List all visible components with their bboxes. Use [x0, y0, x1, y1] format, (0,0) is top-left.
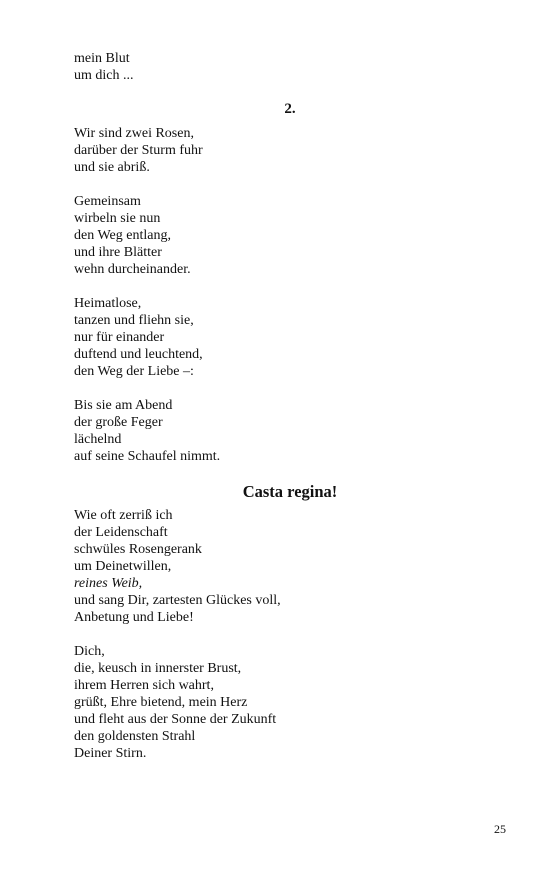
verse-line: grüßt, Ehre bietend, mein Herz	[74, 695, 248, 710]
verse-line: Heimatlose,	[74, 296, 142, 311]
poem-3-title: Casta regina!	[242, 482, 338, 501]
poem-3-stanza-1	[74, 507, 506, 626]
verse-line: wehn durcheinander.	[74, 262, 191, 277]
poem-2-stanza-4	[74, 397, 506, 465]
page-number: 25	[494, 822, 506, 836]
verse-line: Wie oft zerriß ich	[74, 508, 173, 523]
poem-1-ending	[74, 50, 506, 84]
verse-line: Bis sie am Abend	[74, 398, 173, 413]
poem-2-number: 2.	[284, 101, 296, 117]
verse-line: und sang Dir, zartesten Glückes voll,	[74, 593, 281, 608]
verse-line: Anbetung und Liebe!	[74, 610, 194, 625]
verse-line: tanzen und fliehn sie,	[74, 313, 194, 328]
verse-line: den Weg entlang,	[74, 228, 171, 243]
verse-line: Dich,	[74, 644, 105, 659]
verse-line: die, keusch in innerster Brust,	[74, 661, 242, 676]
verse-line: wirbeln sie nun	[74, 211, 161, 226]
verse-line: Deiner Stirn.	[74, 746, 147, 761]
verse-line: nur für einander	[74, 330, 165, 345]
page-body	[74, 50, 506, 779]
verse-line: auf seine Schaufel nimmt.	[74, 449, 221, 464]
verse-line: und fleht aus der Sonne der Zukunft	[74, 712, 277, 727]
verse-line: ihrem Herren sich wahrt,	[74, 678, 214, 693]
verse-line: Wir sind zwei Rosen,	[74, 126, 194, 141]
verse-line: schwüles Rosengerank	[74, 542, 202, 557]
verse-line: Gemeinsam	[74, 194, 141, 209]
verse-line: um dich ...	[74, 68, 134, 83]
verse-line: und sie abriß.	[74, 160, 150, 175]
poem-2-stanza-1	[74, 125, 506, 176]
verse-line: lächelnd	[74, 432, 122, 447]
verse-line: und ihre Blätter	[74, 245, 162, 260]
verse-line: den Weg der Liebe –:	[74, 364, 194, 379]
verse-line: um Deinetwillen,	[74, 559, 172, 574]
verse-line: mein Blut	[74, 51, 130, 66]
poem-3-stanza-2	[74, 643, 506, 762]
poem-2-stanza-2	[74, 193, 506, 278]
verse-line: der große Feger	[74, 415, 163, 430]
verse-line: den goldensten Strahl	[74, 729, 196, 744]
poem-2-stanza-3	[74, 295, 506, 380]
verse-line-emphasis: reines Weib,	[74, 576, 143, 591]
verse-line: der Leidenschaft	[74, 525, 168, 540]
verse-line: darüber der Sturm fuhr	[74, 143, 203, 158]
verse-line: duftend und leuchtend,	[74, 347, 203, 362]
